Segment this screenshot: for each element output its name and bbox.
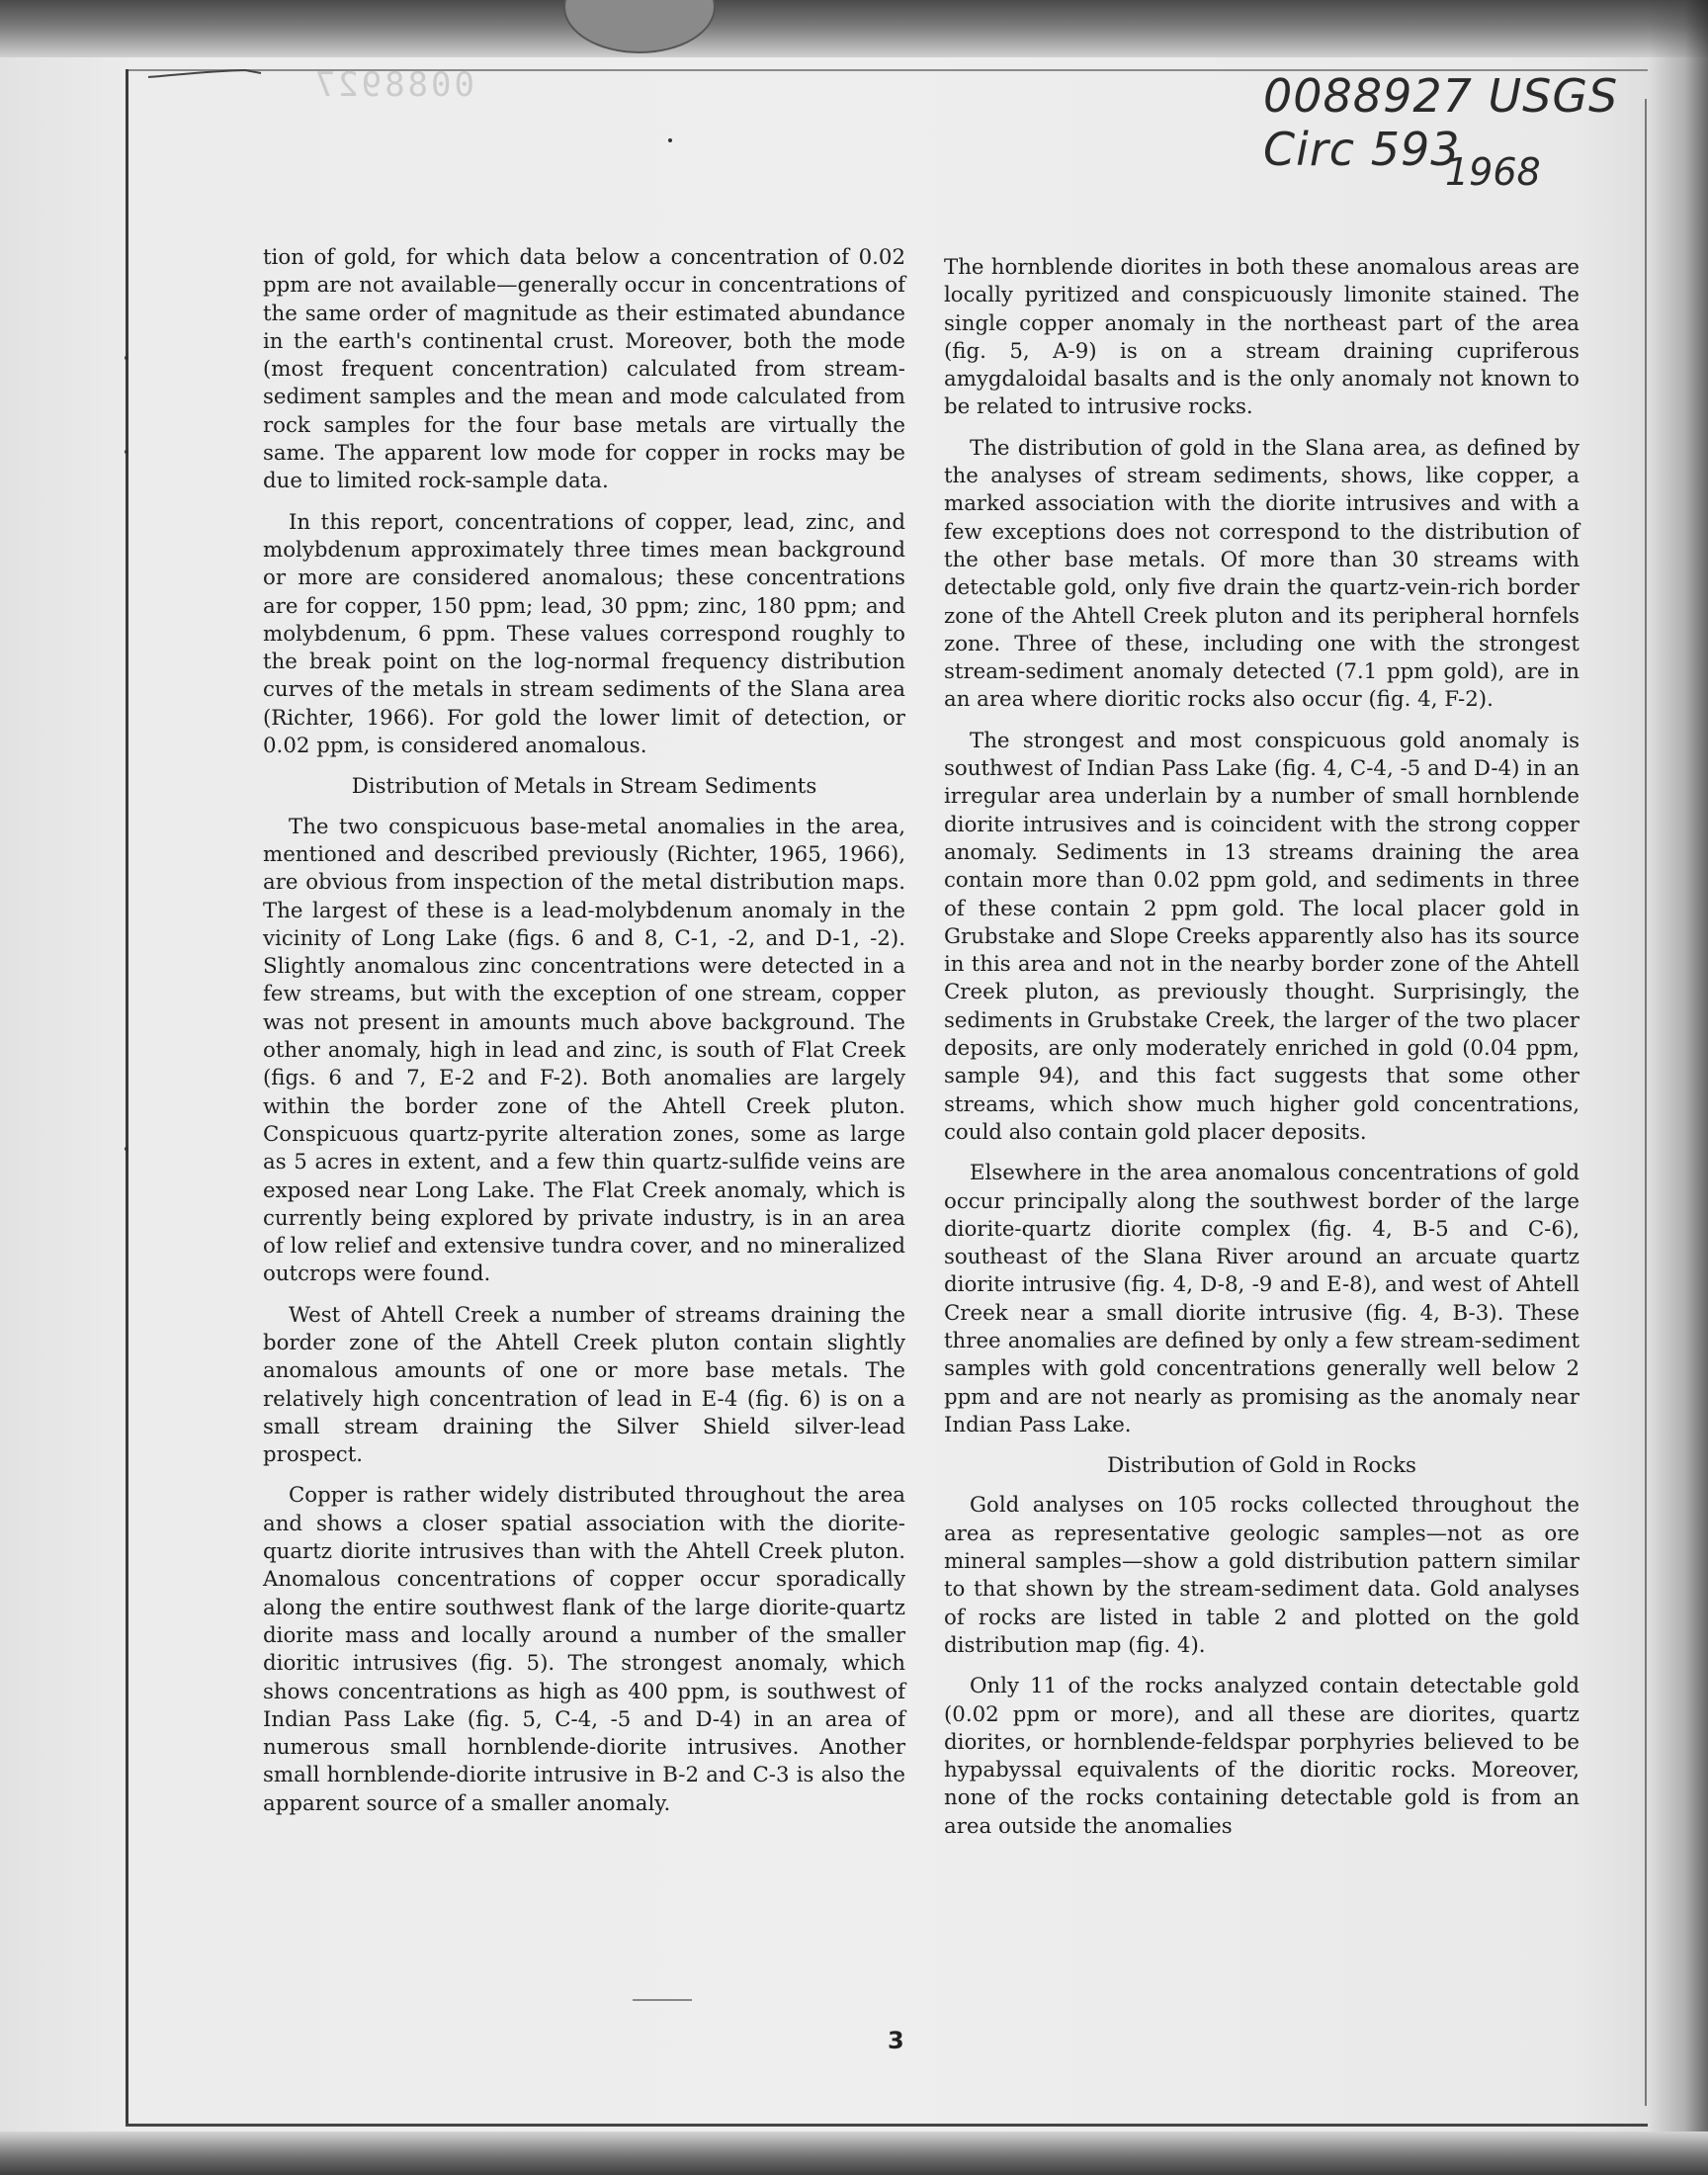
pen-stroke-mark	[146, 67, 265, 81]
page-number: 3	[888, 2027, 904, 2054]
paragraph: Only 11 of the rocks analyzed contain detectable gold (0.02 ppm or more), and all these are diorites, quartz diorites, or hornblende-feldspar porphyries believed to be hypabyssal equivalents of the dioritic rocks. Moreover, none of the rocks containing detectable gold is from an area outside the anomalies	[944, 1674, 1580, 1839]
paragraph: West of Ahtell Creek a number of streams draining the border zone of the Ahtell Creek pluton contain slightly anomalous amounts of one or more base metals. The relatively high concentration of lead in E-4 (fig. 6) is on a small stream draining the Silver Shield silver-lead prospect.	[263, 1302, 905, 1468]
paragraph: The distribution of gold in the Slana area, as defined by the analyses of stream sediments, shows, like copper, a marked association with the diorite intrusives and with a few exceptions does not correspond to the distribution of the other base metals. Of more than 30 streams with detectable gold, only five drain the quartz-vein-rich border zone of the Ahtell Creek pluton and its peripheral hornfels zone. Three of these, including one with the strongest stream-sediment anomaly detected (7.1 ppm gold), are in an area where dioritic rocks also occur (fig. 4, F-2).	[944, 435, 1580, 713]
scan-speck	[125, 450, 128, 454]
paragraph: The two conspicuous base-metal anomalies in the area, mentioned and described previously (Richter, 1965, 1966), are obvious from inspection of the metal distribution maps. The largest of these is a lead-molybdenum anomaly in the vicinity of Long Lake (figs. 6 and 8, C-1, -2, and D-1, -2). Slightly anomalous zinc concentrations were detected in a few streams, but with the exception of one stream, copper was not present in amounts much above background. The other anomaly, high in lead and zinc, is south of Flat Creek (figs. 6 and 7, E-2 and F-2). Both anomalies are largely within the border zone of the Ahtell Creek pluton. Conspicuous quartz-pyrite alteration zones, some as large as 5 acres in extent, and a few thin quartz-sulfide veins are exposed near Long Lake. The Flat Creek anomaly, which is currently being explored by private industry, is in an area of low relief and extensive tundra cover, and no mineralized outcrops were found.	[263, 814, 905, 1287]
left-text-column	[263, 244, 905, 1831]
scan-right-shadow	[1649, 0, 1708, 2175]
handwritten-document-id: 0088927 USGS Circ 593	[1263, 69, 1619, 176]
page-left-edge	[126, 69, 128, 2126]
paragraph: Elsewhere in the area anomalous concentrations of gold occur principally along the southwest border of the large diorite-quartz diorite complex (fig. 4, B-5 and C-6), southeast of the Slana River around an arcuate quartz diorite intrusive (fig. 4, D-8, -9 and E-8), and west of Ahtell Creek near a small diorite intrusive (fig. 4, B-3). These three anomalies are defined by only a few stream-sediment samples with gold concentrations generally well below 2 ppm and are not nearly as promising as the anomaly near Indian Pass Lake.	[944, 1161, 1580, 1437]
paragraph: The hornblende diorites in both these anomalous areas are locally pyritized and conspicuously limonite stained. The single copper anomaly in the northeast part of the area (fig. 5, A-9) is on a stream draining cupriferous amygdaloidal basalts and is the only anomaly not known to be related to intrusive rocks.	[944, 255, 1580, 420]
section-heading: Distribution of Gold in Rocks	[1107, 1453, 1416, 1479]
handwritten-year: 1968	[1445, 150, 1541, 194]
stray-dash-mark	[633, 1999, 692, 2001]
scan-speck	[668, 138, 672, 142]
scan-speck	[125, 1147, 128, 1151]
scan-bottom-shadow	[0, 2132, 1708, 2175]
paragraph: Copper is rather widely distributed throughout the area and shows a closer spatial association with the diorite-quartz diorite intrusives than with the Ahtell Creek pluton. Anomalous concentrations of copper occur sporadically along the entire southwest flank of the large diorite-quartz diorite mass and locally around a number of the smaller dioritic intrusives (fig. 5). The strongest anomaly, which shows concentrations as high as 400 ppm, is southwest of Indian Pass Lake (fig. 5, C-4, -5 and D-4) in an area of numerous small hornblende-diorite intrusives. Another small hornblende-diorite intrusive in B-2 and C-3 is also the apparent source of a smaller anomaly.	[263, 1483, 905, 1816]
paragraph: tion of gold, for which data below a concentration of 0.02 ppm are not available—generally occur in concentrations of the same order of magnitude as their estimated abundance in the earth's continental crust. Moreover, both the mode (most frequent concentration) calculated from stream-sediment samples and the mean and mode calculated from rock samples for the four base metals are virtually the same. The apparent low mode for copper in rocks may be due to limited rock-sample data.	[263, 245, 905, 494]
scan-top-shadow	[0, 0, 1708, 57]
paragraph: Gold analyses on 105 rocks collected throughout the area as representative geologic samples—not as ore mineral samples—show a gold distribution pattern similar to that shown by the stream-sediment data. Gold analyses of rocks are listed in table 2 and plotted on the gold distribution map (fig. 4).	[944, 1493, 1580, 1658]
paragraph: In this report, concentrations of copper, lead, zinc, and molybdenum approximately three times mean background or more are considered anomalous; these concentrations are for copper, 150 ppm; lead, 30 ppm; zinc, 180 ppm; and molybdenum, 6 ppm. These values correspond roughly to the break point on the log-normal frequency distribution curves of the metals in stream sediments of the Slana area (Richter, 1966). For gold the lower limit of detection, or 0.02 ppm, is considered anomalous.	[263, 509, 905, 759]
page-bottom-edge	[126, 2124, 1648, 2127]
page-right-edge	[1645, 99, 1647, 2106]
paragraph: The strongest and most conspicuous gold anomaly is southwest of Indian Pass Lake (fig. 4, C-4, -5 and D-4) in an irregular area underlain by a number of small hornblende diorite intrusives and is coincident with the strong copper anomaly. Sediments in 13 streams draining the area contain more than 0.02 ppm gold, and sediments in three of these contain 2 ppm gold. The local placer gold in Grubstake and Slope Creeks apparently also has its source in this area and not in the nearby border zone of the Ahtell Creek pluton, as previously thought. Surprisingly, the sediments in Grubstake Creek, the larger of the two placer deposits, are only moderately enriched in gold (0.04 ppm, sample 94), and this fact suggests that some other streams, which show much higher gold concentrations, could also contain gold placer deposits.	[944, 728, 1580, 1145]
bleed-through-stamp: 0088927	[311, 65, 474, 105]
scan-speck	[125, 356, 128, 360]
right-text-column	[944, 254, 1580, 1854]
section-heading: Distribution of Metals in Stream Sediments	[351, 774, 817, 800]
